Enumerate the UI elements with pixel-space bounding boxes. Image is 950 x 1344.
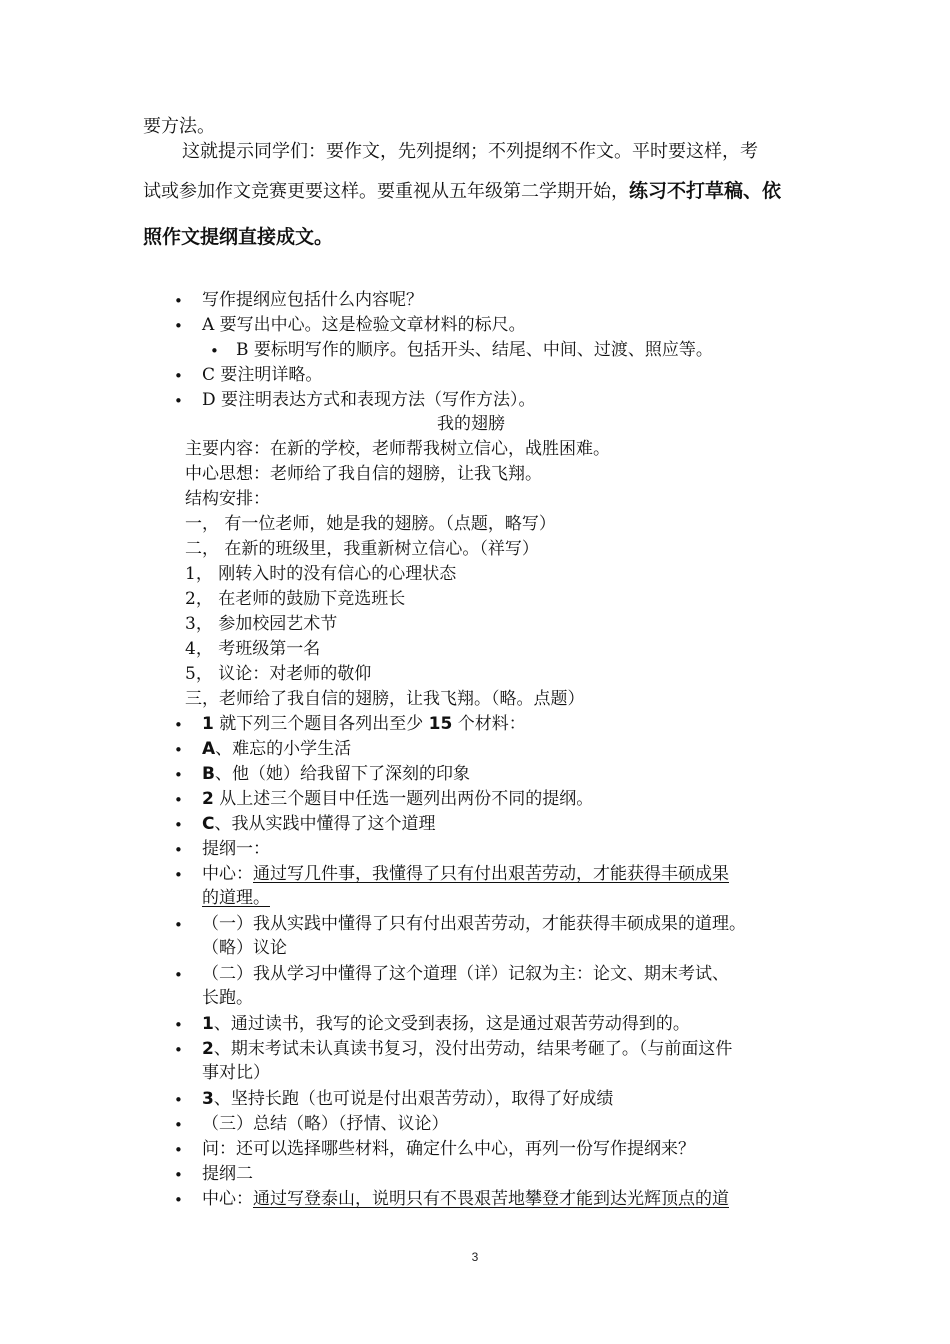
outline-question: 写作提纲应包括什么内容呢？ <box>202 290 423 310</box>
plan-1-part-3: （三）总结（略）（抒情、议论） <box>202 1114 449 1134</box>
plan-1-part-1-cont: （略）议论 <box>202 938 287 958</box>
outline-item-d: D 要注明表达方式和表现方法（写作方法）。 <box>202 390 536 410</box>
sample-title: 我的翅膀 <box>437 414 505 434</box>
plan-1-part-2: （二）我从学习中懂得了这个道理（详）记叙为主：论文、期末考试、 <box>202 964 729 984</box>
intro-line-1: 要方法。 <box>143 116 215 137</box>
plan-1-center-text-cont: 的道理。 <box>202 888 270 908</box>
exercise-2 <box>202 788 593 810</box>
plan-2-center-text: 通过写登泰山，说明只有不畏艰苦地攀登才能到达光辉顶点的道 <box>253 1189 729 1209</box>
item-3-number: 3 <box>202 1089 214 1109</box>
sample-structure-2: 二， 在新的班级里，我重新树立信心。（祥写） <box>185 539 539 559</box>
exercise-1-number: 1 <box>202 714 214 734</box>
bullet-marker: • <box>174 1091 183 1109</box>
sample-structure-1: 一， 有一位老师，她是我的翅膀。（点题，略写） <box>185 514 556 534</box>
intro-line-3-bold: 练习不打草稿、依 <box>629 180 782 202</box>
bullet-marker: • <box>174 1016 183 1034</box>
exercise-topic-a <box>202 738 351 760</box>
sample-sub-3: 3， 参加校园艺术节 <box>185 614 338 634</box>
plan-1-item-2 <box>202 1038 732 1060</box>
plan-1-part-2-cont: 长跑。 <box>202 988 253 1008</box>
intro-line-3-normal: 试或参加作文竞赛更要这样。要重视从五年级第二学期开始， <box>143 181 629 202</box>
topic-a-letter: A <box>202 739 216 759</box>
plan-1-center-text: 通过写几件事，我懂得了只有付出艰苦劳动，才能获得丰硕成果 <box>253 864 729 884</box>
exercise-1-text: 就下列三个题目各列出至少 <box>213 714 429 734</box>
bullet-marker: • <box>174 1166 183 1184</box>
bullet-marker: • <box>174 292 183 310</box>
topic-b-letter: B <box>202 764 215 784</box>
sample-sub-5: 5， 议论：对老师的敬仰 <box>185 664 372 684</box>
sample-sub-1: 1， 刚转入时的没有信心的心理状态 <box>185 564 457 584</box>
exercise-1-count: 15 <box>428 714 453 734</box>
plan-1-item-3 <box>202 1088 613 1110</box>
bullet-marker: • <box>174 966 183 984</box>
bullet-marker: • <box>174 1116 183 1134</box>
bullet-marker: • <box>174 1041 183 1059</box>
intro-line-4-bold: 照作文提纲直接成文。 <box>143 226 334 248</box>
outline-item-b: B 要标明写作的顺序。包括开头、结尾、中间、过渡、照应等。 <box>236 340 713 360</box>
item-2-text: 、期末考试未认真读书复习，没付出劳动，结果考砸了。（与前面这件 <box>213 1039 733 1059</box>
sample-center-idea: 中心思想：老师给了我自信的翅膀，让我飞翔。 <box>185 464 542 484</box>
item-1-text: 、通过读书，我写的论文受到表扬，这是通过艰苦劳动得到的。 <box>213 1014 690 1034</box>
question: 问：还可以选择哪些材料，确定什么中心，再列一份写作提纲来？ <box>202 1139 695 1159</box>
bullet-marker: • <box>174 741 183 759</box>
sample-main-content: 主要内容：在新的学校，老师帮我树立信心，战胜困难。 <box>185 439 610 459</box>
plan-1-label: 提纲一： <box>202 839 270 859</box>
intro-line-3 <box>143 180 781 203</box>
bullet-marker: • <box>174 716 183 734</box>
bullet-marker: • <box>174 916 183 934</box>
exercise-2-number: 2 <box>202 789 214 809</box>
topic-a-text: 、难忘的小学生活 <box>215 739 352 759</box>
plan-2-center <box>202 1188 729 1210</box>
exercise-topic-b <box>202 763 470 785</box>
bullet-marker: • <box>174 791 183 809</box>
plan-1-item-1 <box>202 1013 690 1035</box>
exercise-1-tail: 个材料： <box>452 714 526 734</box>
plan-1-part-1: （一）我从实践中懂得了只有付出艰苦劳动，才能获得丰硕成果的道理。 <box>202 914 746 934</box>
exercise-topic-c <box>202 813 435 835</box>
plan-2-label: 提纲二 <box>202 1164 253 1184</box>
bullet-marker: • <box>174 367 183 385</box>
topic-c-text: 、我从实践中懂得了这个道理 <box>214 814 436 834</box>
outline-item-a: A 要写出中心。这是检验文章材料的标尺。 <box>202 315 526 335</box>
sample-sub-4: 4， 考班级第一名 <box>185 639 321 659</box>
bullet-marker: • <box>174 392 183 410</box>
bullet-marker: • <box>174 1141 183 1159</box>
bullet-marker: • <box>174 841 183 859</box>
item-3-text: 、坚持长跑（也可说是付出艰苦劳动），取得了好成绩 <box>213 1089 614 1109</box>
exercise-2-text: 从上述三个题目中任选一题列出两份不同的提纲。 <box>213 789 594 809</box>
item-1-number: 1 <box>202 1014 214 1034</box>
bullet-marker: • <box>174 866 183 884</box>
intro-line-2: 这就提示同学们：要作文，先列提纲；不列提纲不作文。平时要这样，考 <box>182 141 758 162</box>
plan-1-center <box>202 863 729 885</box>
plan-2-center-label: 中心： <box>202 1189 253 1209</box>
item-2-number: 2 <box>202 1039 214 1059</box>
bullet-marker: • <box>174 317 183 335</box>
plan-1-center-label: 中心： <box>202 864 253 884</box>
exercise-1 <box>202 713 526 735</box>
bullet-marker: • <box>210 342 219 360</box>
bullet-marker: • <box>174 766 183 784</box>
sample-sub-2: 2， 在老师的鼓励下竞选班长 <box>185 589 406 609</box>
sample-structure-3: 三，老师给了我自信的翅膀，让我飞翔。（略。点题） <box>185 689 585 709</box>
plan-1-item-2-cont: 事对比） <box>202 1063 270 1083</box>
sample-structure-label: 结构安排： <box>185 489 270 509</box>
topic-b-text: 、他（她）给我留下了深刻的印象 <box>214 764 470 784</box>
page-number: 3 <box>471 1250 479 1264</box>
topic-c-letter: C <box>202 814 215 834</box>
bullet-marker: • <box>174 816 183 834</box>
bullet-marker: • <box>174 1191 183 1209</box>
outline-item-c: C 要注明详略。 <box>202 365 323 385</box>
